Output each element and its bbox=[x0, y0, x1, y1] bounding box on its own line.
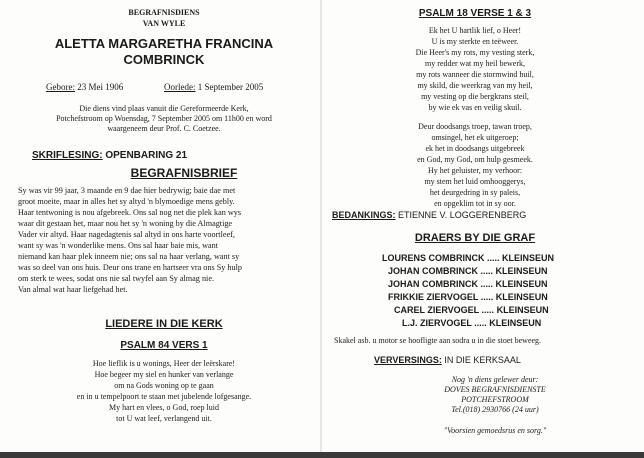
undertaker-line: Nog 'n diens gelewer deur: bbox=[451, 375, 539, 384]
bearers-heading: DRAERS BY DIE GRAF bbox=[414, 232, 536, 244]
reading-label: SKRIFLESING: bbox=[32, 150, 103, 161]
letter-line: groot moeite, maar in alles het sy altyd 'n blymoedige mens gebly. bbox=[18, 197, 235, 206]
bearer-separator: ..... bbox=[481, 305, 495, 315]
letter-line: Vader vir altyd. Haar nagedagtenis sal altyd in ons harte voortleef, bbox=[18, 230, 235, 239]
bearer-name: FRIKKIE ZIERVOGEL bbox=[388, 292, 479, 302]
psalm-18-heading: PSALM 18 VERSE 1 & 3 bbox=[418, 8, 532, 19]
psalm-18-line: my stem het luid omhooggerys, bbox=[424, 177, 526, 186]
bearer-relation: KLEINSEUN bbox=[495, 292, 548, 302]
reading-row bbox=[32, 150, 187, 161]
letter-line: Sy was vir 99 jaar, 3 maande en 9 dae hier bedrywig; baie dae met bbox=[18, 186, 236, 195]
service-line-1: Die diens vind plaas vanuit die Gereformeerde Kerk, bbox=[79, 104, 249, 113]
psalm-18-line: by wie ek vas en veilig skuil. bbox=[428, 103, 522, 112]
bearer-name: LOURENS COMBRINCK bbox=[382, 253, 485, 263]
headlights-notice: Skakel asb. u motor se hoofligte aan sodra u in die stoet beweeg. bbox=[334, 336, 542, 345]
psalm-18-line: ek het in doodsangs uitgebreek bbox=[425, 144, 525, 153]
psalm-18-line: my redder wat my heil bewerk, bbox=[425, 59, 525, 68]
born-row bbox=[46, 82, 123, 92]
deceased-name-line-1: ALETTA MARGARETHA FRANCINA bbox=[54, 36, 274, 51]
psalm-18-line: het deurgedring in sy paleis, bbox=[429, 188, 521, 197]
letter-line: was so deel van ons huis. Deur ons trane en hartseer vra ons Sy hulp bbox=[18, 263, 242, 272]
psalm-84-line: Hoe lieflik is u wonings, Heer der leërskare! bbox=[92, 359, 236, 368]
letter-line: om sterk te wees, sodat ons nie sal twyfel aan Sy almag nie. bbox=[18, 274, 214, 283]
died-label: Oorlede: bbox=[164, 82, 196, 92]
psalm-18-line: Hy het geluister, my verhoor: bbox=[427, 166, 523, 175]
psalm-84-heading: PSALM 84 VERS 1 bbox=[120, 340, 208, 351]
bearer-separator: ..... bbox=[487, 253, 500, 263]
undertaker-phone: Tel.(018) 2930766 (24 uur) bbox=[451, 405, 539, 414]
refresh-value: IN DIE KERKSAAL bbox=[444, 355, 521, 365]
reading-value: OPENBARING 21 bbox=[105, 150, 188, 161]
died-date: 1 September 2005 bbox=[197, 82, 264, 92]
header-line-2: VAN WYLE bbox=[142, 19, 186, 28]
bearer-relation: KLEINSEUN bbox=[502, 253, 555, 263]
bearer-row bbox=[388, 266, 548, 276]
bearer-name: JOHAN COMBRINCK bbox=[388, 279, 478, 289]
psalm-18-line: Die Heer's my rots, my vesting sterk, bbox=[415, 48, 535, 57]
born-date: 23 Mei 1906 bbox=[77, 82, 124, 92]
undertaker-town: POTCHEFSTROOM bbox=[461, 395, 529, 404]
bearer-relation: KLEINSEUN bbox=[489, 318, 542, 328]
psalm-18-line: Ek het U hartlik lief, o Heer! bbox=[428, 26, 522, 35]
deceased-name-line-2: COMBRINCK bbox=[123, 52, 205, 67]
bearer-name: JOHAN COMBRINCK bbox=[388, 266, 478, 276]
psalm-84-line: Hoe begeer my siel en hunker van verlange bbox=[94, 370, 234, 379]
psalm-84-line: My hart en vlees, o God, roep luid bbox=[109, 403, 219, 412]
bearer-row bbox=[394, 305, 549, 315]
letter-line: niemand kan haar plek inneem nie; ons sal na haar verlang, want sy bbox=[18, 252, 240, 261]
bearer-row bbox=[402, 318, 541, 328]
header-line-1: BEGRAFNISDIENS bbox=[128, 8, 200, 17]
letter-line: Van almal wat haar liefgehad het. bbox=[18, 285, 128, 294]
thanks-label: BEDANKINGS: bbox=[332, 210, 396, 220]
bearer-separator: ..... bbox=[480, 266, 494, 276]
psalm-18-line: en opgeklim tot in sy oor. bbox=[434, 199, 516, 208]
bearer-row bbox=[388, 279, 548, 289]
page-fold bbox=[320, 0, 322, 458]
psalm-18-line: U is my sterkte en teëweer. bbox=[431, 37, 519, 46]
bearer-relation: KLEINSEUN bbox=[496, 305, 549, 315]
psalm-18-line: Deur doodsangs troep, tawan troep, bbox=[418, 122, 532, 131]
psalm-18-line: en God, my God, om hulp gesmeek. bbox=[417, 155, 533, 164]
bearer-name: L.J. ZIERVOGEL bbox=[402, 318, 472, 328]
letter-line: Haar tentwoning is nou afgebreek. Ons sal nog net die plek kan wys bbox=[18, 208, 242, 217]
psalm-18-line: my vesting op die bergkrans steil, bbox=[421, 92, 529, 101]
bearer-relation: KLEINSEUN bbox=[495, 266, 548, 276]
letter-heading: BEGRAFNISBRIEF bbox=[130, 166, 238, 180]
bearer-separator: ..... bbox=[480, 279, 494, 289]
bearer-row bbox=[388, 292, 548, 302]
psalm-18-line: my skild, die weerkrag van my heil, bbox=[417, 81, 533, 90]
hymns-heading: LIEDERE IN DIE KERK bbox=[105, 318, 223, 330]
bearer-row bbox=[382, 253, 554, 263]
psalm-84-line: en in u tempelpoort te staan met jubelende lofgesange. bbox=[76, 392, 252, 401]
psalm-18-line: omsingel, het ek uitgeroep; bbox=[431, 133, 519, 142]
died-row bbox=[164, 82, 263, 92]
bearer-separator: ..... bbox=[480, 292, 494, 302]
letter-line: want sy was 'n wonderlike mens. Ons sal haar baie mis, want bbox=[18, 241, 218, 250]
psalm-84-line: om na Gods woning op te gaan bbox=[114, 381, 214, 390]
refresh-label: VERVERSINGS: bbox=[374, 355, 442, 365]
thanks-value: ETIENNE V. LOGGERENBERG bbox=[398, 210, 527, 220]
service-line-2: Potchefstroom op Woensdag, 7 September 2005 om 11h00 en word bbox=[56, 114, 272, 123]
undertaker-name: DOVES BEGRAFNISDIENSTE bbox=[444, 385, 546, 394]
service-line-3: waargeneem deur Prof. C. Coetzee. bbox=[107, 124, 221, 133]
bearer-separator: ..... bbox=[474, 318, 487, 328]
undertaker-motto: "Voorsien gemoedsrus en sorg." bbox=[443, 426, 547, 435]
bearer-name: CAREL ZIERVOGEL bbox=[394, 305, 480, 315]
thanks-row bbox=[332, 210, 526, 220]
born-label: Gebore: bbox=[46, 82, 75, 92]
scan-bottom-edge bbox=[0, 452, 644, 458]
bearer-relation: KLEINSEUN bbox=[495, 279, 548, 289]
psalm-84-line: tot U wat leef, verlangend uit. bbox=[116, 414, 212, 423]
letter-line: waar dit gestaan het, maar nou het sy 'n woning by die Almagtige bbox=[18, 219, 233, 228]
psalm-18-line: my rots wanneer die stormwind huil, bbox=[416, 70, 534, 79]
refresh-row bbox=[374, 355, 521, 365]
